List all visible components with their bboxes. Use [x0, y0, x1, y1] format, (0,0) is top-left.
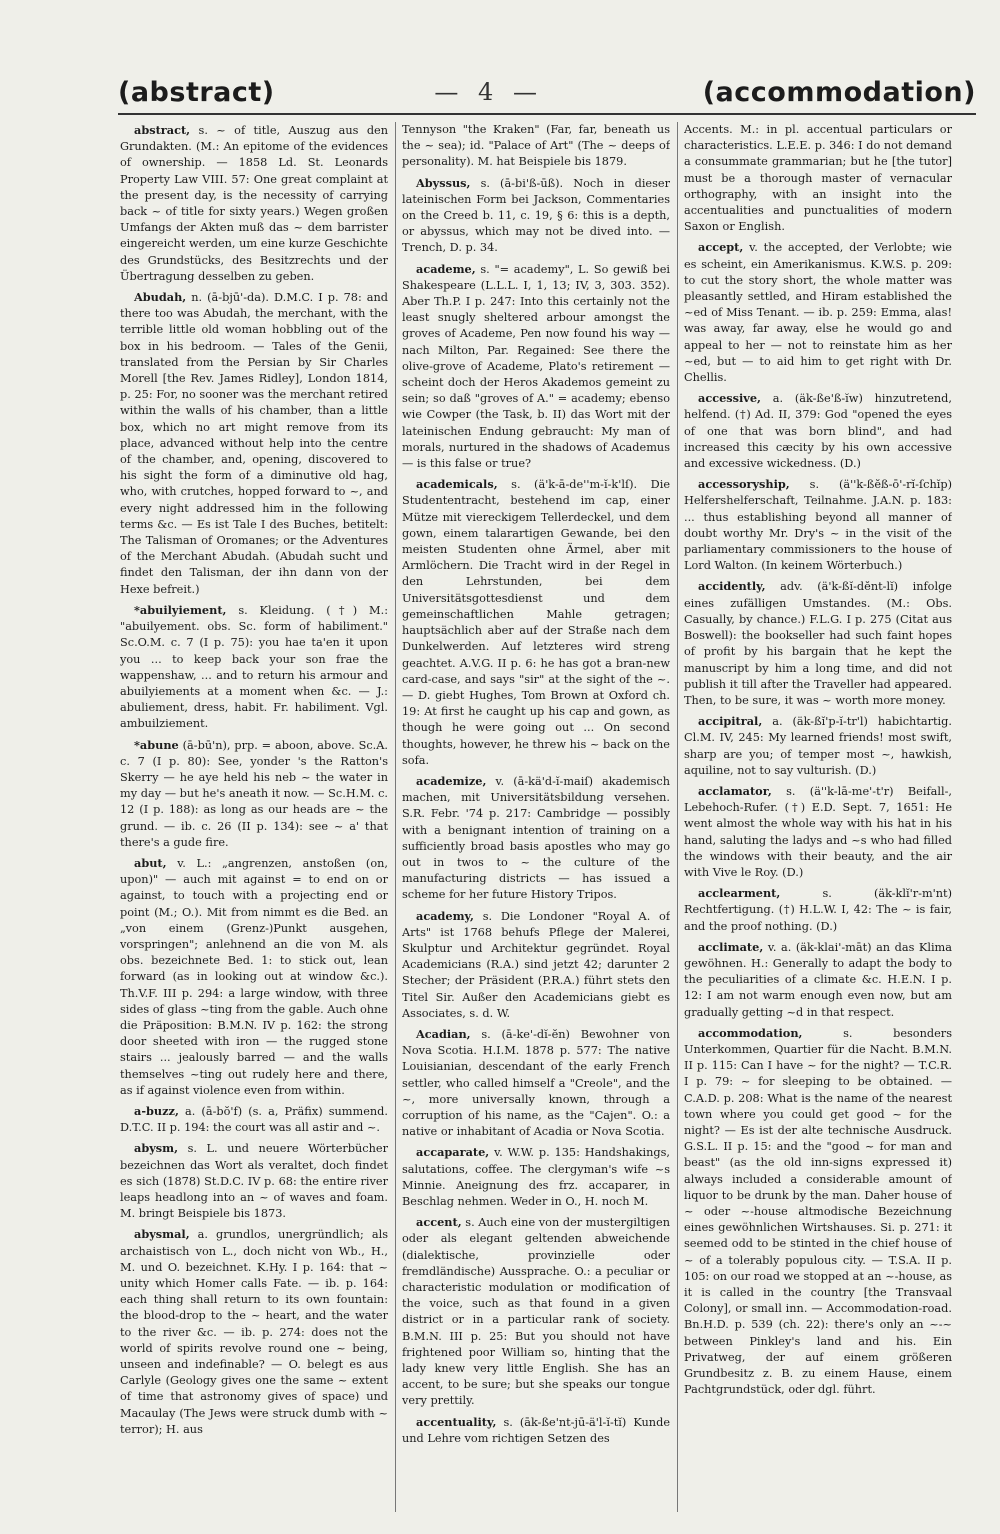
entry-headword: abysmal,: [134, 1227, 190, 1242]
entry-headword: Abyssus,: [416, 175, 471, 190]
entry-headword: abysm,: [134, 1141, 179, 1156]
dictionary-entry: [684, 578, 952, 709]
entry-text: s. (ä'k-ā-de''m-ĭ-k'lſ). Die Studententracht, bestehend im cap, einer Mütze mit viereckigem Tellerdeckel, und dem gown, einem talarartigen Gewande, bei den meisten Studenten ohne Ärmel, aber mit Armlöchern. Die Tracht wird in der Regel in den Lehrstunden, bei dem Universitätsgottesdienst und dem gemeinschaftlichen Mahle getragen; hauptsächlich aber auf der Straße nach dem Dunkelwerden. Auf letzteres wird streng geachtet. A.V.G. II p. 6: he has got a bran-new card-case, and says "sir" at the sight of the ~. — D. giebt Hughes, Tom Brown at Oxford ch. 19: At first he caught up his cap and gown, as though he were going out ... On second thoughts, however, he threw his ~ back on the sofa.: [402, 478, 670, 767]
dictionary-entry: [402, 908, 670, 1022]
entry-text: s. (āk-ße'nt-jū-ä'l-ĭ-tĭ) Kunde und Lehre vom richtigen Setzen des: [402, 1415, 670, 1445]
entry-text: s. (ā-bi'ß-ūß). Noch in dieser lateinischen Form bei Jackson, Commentaries on the Creed b. 11, c. 19, § 6: this is a depth, or abyssus, which may not be dived into. — Trench, D. p. 34.: [402, 176, 670, 255]
entry-headword: accessoryship,: [698, 477, 790, 492]
entry-text: v. (ā-kä'd-ĭ-maiſ) akademisch machen, mit Universitätsbildung versehen. S.R. Febr. '74 p. 217: Cambridge — possibly with a benignant intention of training on a sufficiently broad basis apostles who may go out in twos to ~ the culture of the manufacturing districts — has issued a scheme for her future History Tripos.: [402, 774, 670, 902]
left-headword: (abstract): [118, 76, 275, 108]
entry-headword: accessive,: [698, 391, 761, 406]
entry-text: (ā-bū'n), prp. = aboon, above. Sc.A. c. 7 (I p. 80): See, yonder 's the Ratton's Skerry — he aye held his neb ~ the water in my day — but he's aneath it now. — Sc.H.M. c. 12 (I p. 188): as long as our heads are ~ the grund. — ib. c. 26 (II p. 134): see ~ a' that there's a gude fire.: [120, 738, 388, 849]
entry-text: v. the accepted, der Verlobte; wie es scheint, ein Amerikanismus. K.W.S. p. 209: to cut the story short, the whole matter was pleasantly settled, and Hiram established the ~ed of Miss Tenant. — ib. p. 259: Emma, alas! was away, far away, else he would go and appeal to her — not to reinstate him as her ~ed, but — to aid him to get right with Dr. Chellis.: [684, 241, 952, 385]
dictionary-entry: [684, 390, 952, 472]
entry-headword: academe,: [416, 261, 476, 276]
dictionary-entry: [120, 602, 388, 733]
dictionary-entry: [120, 122, 388, 285]
column-1: [120, 122, 388, 1512]
dictionary-entry: [684, 1025, 952, 1399]
entry-text: v. a. (äk-klai'-māt) an das Klima gewöhnen. H.: Generally to adapt the body to the peculiarities of a climate &c. H.E.N. I p. 12: I am not warm enough even now, but am gradually getting ~d in that respect.: [684, 940, 952, 1019]
entry-text: s. (ä''k-lā-me'-t'r) Beifall-, Lebehoch-Rufer. (†) E.D. Sept. 7, 1651: He went almost the whole way with his hat in his hand, saluting the ladys and ~s who had filled the windows with their beauty, and the air with Vive le Roy. (D.): [684, 784, 952, 879]
dictionary-entry: [402, 1414, 670, 1447]
entry-text: Accents. M.: in pl. accentual particulars or characteristics. L.E.E. p. 346: I do not demand a consummate grammarian; but he [the tutor] must be a thorough master of vernacular orthography, with an insight into the accentualities and punctualities of modern Saxon or English.: [684, 123, 952, 234]
entry-headword: abut,: [134, 855, 167, 870]
dictionary-entry: [402, 1026, 670, 1140]
dictionary-entry: [120, 737, 388, 851]
page-header: [118, 72, 976, 112]
entry-text: s. "= academy", L. So gewiß bei Shakespeare (L.L.L. I, 1, 13; IV, 3, 303. 352). Aber Th.P. I p. 247: Into this certainly not the least snugly sheltered arbour amongst the groves of Academe, Pen now found his way — nach Milton, Par. Regained: See there the olive-grove of Academe, Plato's retirement — scheint doch der Heros Akademos gemeint zu sein; so daß "groves of A." = academy; ebenso wie Cowper (the Task, b. II) das Wort mit der lateinischen Endung gebraucht: My man of morals, nurtured in the shadows of Academus — is this false or true?: [402, 262, 670, 471]
entry-headword: Acadian,: [416, 1026, 471, 1041]
entry-headword: academize,: [416, 773, 487, 788]
entry-headword: abstract,: [134, 123, 191, 137]
entry-headword: accaparate,: [416, 1145, 490, 1160]
entry-text: s. ~ of title, Auszug aus den Grundakten. (M.: An epitome of the evidences of ownership. — 1858 Ld. St. Leonards Property Law VIII. 57: One great complaint at the present day, is the necessity of carrying back ~ of title for sixty years.) Wegen großen Umfangs der Akten muß das ~ dem barrister eingereicht werden, um eine kurze Geschichte des Grundstücks, des Besitzrechts und der Übertragung desselben zu geben.: [120, 124, 388, 283]
entry-headword: accent,: [416, 1215, 462, 1230]
dictionary-entry: [402, 122, 670, 171]
entry-text: s. (ā-ke'-dĭ-ĕn) Bewohner von Nova Scotia. H.I.M. 1878 p. 577: The native Louisianian, descendant of the early French settler, who called himself a "Creole", and the ~, more universally known, through a corruption of his name, as the "Cajen". O.: a native or inhabitant of Acadia or Nova Scotia.: [402, 1027, 670, 1139]
column-2: [402, 122, 670, 1512]
entry-text: Tennyson "the Kraken" (Far, far, beneath us the ~ sea); id. "Palace of Art" (The ~ deeps of personality). M. hat Beispiele bis 1879.: [402, 123, 670, 169]
entry-headword: acclamator,: [698, 783, 772, 798]
column-divider: [677, 122, 678, 1512]
entry-headword: accentuality,: [416, 1414, 497, 1429]
entry-text: a. (ā-bŏ'f) (s. a, Präfix) summend. D.T.C. II p. 194: the court was all astir and ~.: [120, 1104, 388, 1135]
right-headword: (accommodation): [702, 76, 976, 108]
dictionary-entry: [120, 1226, 388, 1438]
entry-text: a. (äk-ße'ß-ĭw) hinzutretend, helfend. (†) Ad. II, 379: God "opened the eyes of one that was born blind", and had increased this cæcity by his own accessive and excessive wickedness. (D.): [684, 392, 952, 471]
entry-headword: accipitral,: [698, 714, 763, 729]
dictionary-entry: [684, 239, 952, 386]
column-divider: [395, 122, 396, 1512]
entry-headword: acclearment,: [698, 886, 781, 901]
entry-text: s. Die Londoner "Royal A. of Arts" ist 1768 behufs Pflege der Malerei, Skulptur und Architektur gegründet. Royal Academicians (R.A.) sind jetzt 42; darunter 2 Stecher; der Präsident (P.R.A.) führt stets den Titel Sir. Außer den Academicians giebt es Associates, s. d. W.: [402, 909, 670, 1020]
dictionary-entry: [402, 773, 670, 904]
entry-text: s. (äk-klĭ'r-m'nt) Rechtfertigung. (†) H.L.W. I, 42: The ~ is fair, and the proof nothing. (D.): [684, 887, 952, 933]
entry-headword: acclimate,: [698, 939, 764, 954]
entry-headword: a-buzz,: [134, 1103, 179, 1118]
header-rule: [118, 113, 976, 115]
entry-headword: *abuilyiement,: [134, 602, 227, 617]
dictionary-entry: [684, 885, 952, 935]
dictionary-entry: [402, 1144, 670, 1210]
page-number: — 4 —: [434, 78, 543, 106]
entry-text: s. L. und neuere Wörterbücher bezeichnen das Wort als veraltet, doch findet es sich (1878) St.D.C. IV p. 68: the entire river leaps headlong into an ~ of waves and foam. M. bringt Beispiele bis 1873.: [120, 1142, 388, 1221]
dictionary-entry: [684, 713, 952, 779]
entry-text: a. (äk-ßĭ'p-ĭ-tr'l) habichtartig. Cl.M. IV, 245: My learned friends! most swift, sharp are you; of temper most ~, hawkish, aquiline, not to say vulturish. (D.): [684, 715, 952, 777]
dictionary-entry: [684, 476, 952, 574]
dictionary-entry: [402, 261, 670, 473]
dictionary-entry: [402, 175, 670, 257]
entry-headword: accept,: [698, 240, 744, 255]
entry-text: v. L.: „angrenzen, anstoßen (on, upon)" — auch mit against = to end on or against, to touch with a projecting end or point (M.; O.). Mit from nimmt es die Bed. an „von einem (Grenz-)Punkt ausgehen, vorspringen"; anlehnend an die von M. als obs. bezeichnete Bed. 1: to stick out, lean forward (as in looking out at window &c.). Th.V.F. III p. 294: a large window, with three sides of glass ~ting from the gable. Auch ohne die Präposition: B.M.N. IV p. 162: the strong door sheeted with iron — the rugged stone stairs ... jealously barred — and the walls themselves ~ting out rudely here and there, as if against violence even from within.: [120, 856, 388, 1097]
dictionary-entry: [120, 1103, 388, 1136]
column-3: [684, 122, 952, 1512]
entry-headword: academicals,: [416, 477, 498, 492]
entry-text: n. (ā-bjū'-da). D.M.C. I p. 78: and there too was Abudah, the merchant, with the terrible little old woman hobbling out of the box in his bedroom. — Tales of the Genii, translated from the Persian by Sir Charles Morell [the Rev. James Ridley], London 1814, p. 25: For, no sooner was the merchant retired within the walls of his chamber, than a little box, which no art might remove from its place, advanced without help into the centre of the chamber, and, opening, discovered to his sight the form of a diminutive old hag, who, with crutches, hopped forward to ~, and every night addressed him in the following terms &c. — Es ist Tale I des Buches, betitelt: The Talisman of Oromanes; or the Adventures of the Merchant Abudah. (Abudah sucht und findet den Talisman, der ihn dann von der Hexe befreit.): [120, 291, 388, 596]
entry-headword: academy,: [416, 908, 474, 923]
entry-headword: accidently,: [698, 579, 766, 594]
entry-headword: Abudah,: [134, 290, 187, 305]
entry-headword: accommodation,: [698, 1025, 803, 1040]
entry-text: s. besonders Unterkommen, Quartier für die Nacht. B.M.N. II p. 115: Can I have ~ for the night? — T.C.R. I p. 79: ~ for sleeping to be obtained. — C.A.D. p. 208: What is the name of the nearest town where you could get good ~ for the night? — Es ist der alte technische Ausdruck. G.S.L. II p. 15: and the "good ~ for man and beast" (as the old inn-signs expressed it) always included a considerable amount of liquor to be drunk by the man. Daher house of ~ oder ~-house altmodische Bezeichnung eines gewöhnlichen Wirtshauses. Si. p. 271: it seemed odd to be stinted in the chief house of ~ of a tolerably populous city. — T.S.A. II p. 105: on our road we stopped at an ~-house, as it is called in the country [the Transvaal Colony], or small inn. — Accommodation-road. Bn.H.D. p. 539 (ch. 22): there's only an ~-~ between Pinkley's land and his. Ein Privatweg, der auf einem größeren Grundbesitz z. B. zu einem Hause, einem Pachtgrundstück, oder dgl. führt.: [684, 1026, 952, 1397]
entry-text: s. Auch eine von der mustergiltigen oder als elegant geltenden abweichende (dialektische, provinzielle oder fremdländische) Aussprache. O.: a peculiar or characteristic modulation or modification of the voice, such as that found in a given district or in a particular rank of society. B.M.N. III p. 25: But you should not have frightened poor William so, hinting that the lady knew very little English. She has an accent, to be sure; but she speaks our tongue very prettily.: [402, 1216, 670, 1408]
dictionary-entry: [120, 1140, 388, 1222]
dictionary-entry: [120, 855, 388, 1099]
entry-headword: *abune: [134, 737, 179, 752]
dictionary-entry: [402, 476, 670, 769]
dictionary-entry: [684, 122, 952, 235]
entry-text: adv. (ä'k-ßĭ-dĕnt-lĭ) infolge eines zufälligen Umstandes. (M.: Obs. Casually, by chance.) F.L.G. I p. 275 (Citat aus Boswell): the bookseller had such faint hopes of profit by his bargain that he kept the manuscript by him a long time, and did not publish it till after the Traveller had appeared. Then, to be sure, it was ~ worth more money.: [684, 580, 952, 707]
entry-text: a. grundlos, unergründlich; als archaistisch von L., doch nicht von Wb., H., M. und O. bezeichnet. K.Hy. I p. 164: that ~ unity which Homer calls Fate. — ib. p. 164: each thing shall return to its own fountain: the blood-drop to the ~ heart, and the water to the river &c. — ib. p. 274: does not the world of spirits revolve round one ~ being, unseen and indefinable? — O. belegt es aus Carlyle (Geology gives one the same ~ extent of time that astronomy gives of space) und Macaulay (The Jews were struck dumb with ~ terror); H. aus: [120, 1228, 388, 1436]
dictionary-entry: [684, 783, 952, 881]
dictionary-entry: [402, 1214, 670, 1409]
entry-text: s. Kleidung. (†) M.: "abuilyement. obs. Sc. form of habiliment." Sc.O.M. c. 7 (I p. 75): you hae ta'en it upon you ... to keep back your son frae the wappenshaw, ... and to return his armour and abuilyiements at a moment when &c. — J.: abuliement, dress, habit. Fr. habiliment. Vgl. ambuilziement.: [120, 603, 388, 731]
dictionary-entry: [684, 939, 952, 1021]
entry-text: s. (ä''k-ßĕß-ō'-rĭ-ſchĭp) Helfershelferschaft, Teilnahme. J.A.N. p. 183: ... thus establishing beyond all manner of doubt worthy Mr. Dry's ~ in the visit of the parliamentary commissioners to the house of Lord Walton. (In keinem Wörterbuch.): [684, 478, 952, 573]
dictionary-entry: [120, 289, 388, 598]
entry-text: v. W.W. p. 135: Handshakings, salutations, coffee. The clergyman's wife ~s Minnie. Aneignung des frz. accaparer, in Beschlag nehmen. Weder in O., H. noch M.: [402, 1146, 670, 1208]
